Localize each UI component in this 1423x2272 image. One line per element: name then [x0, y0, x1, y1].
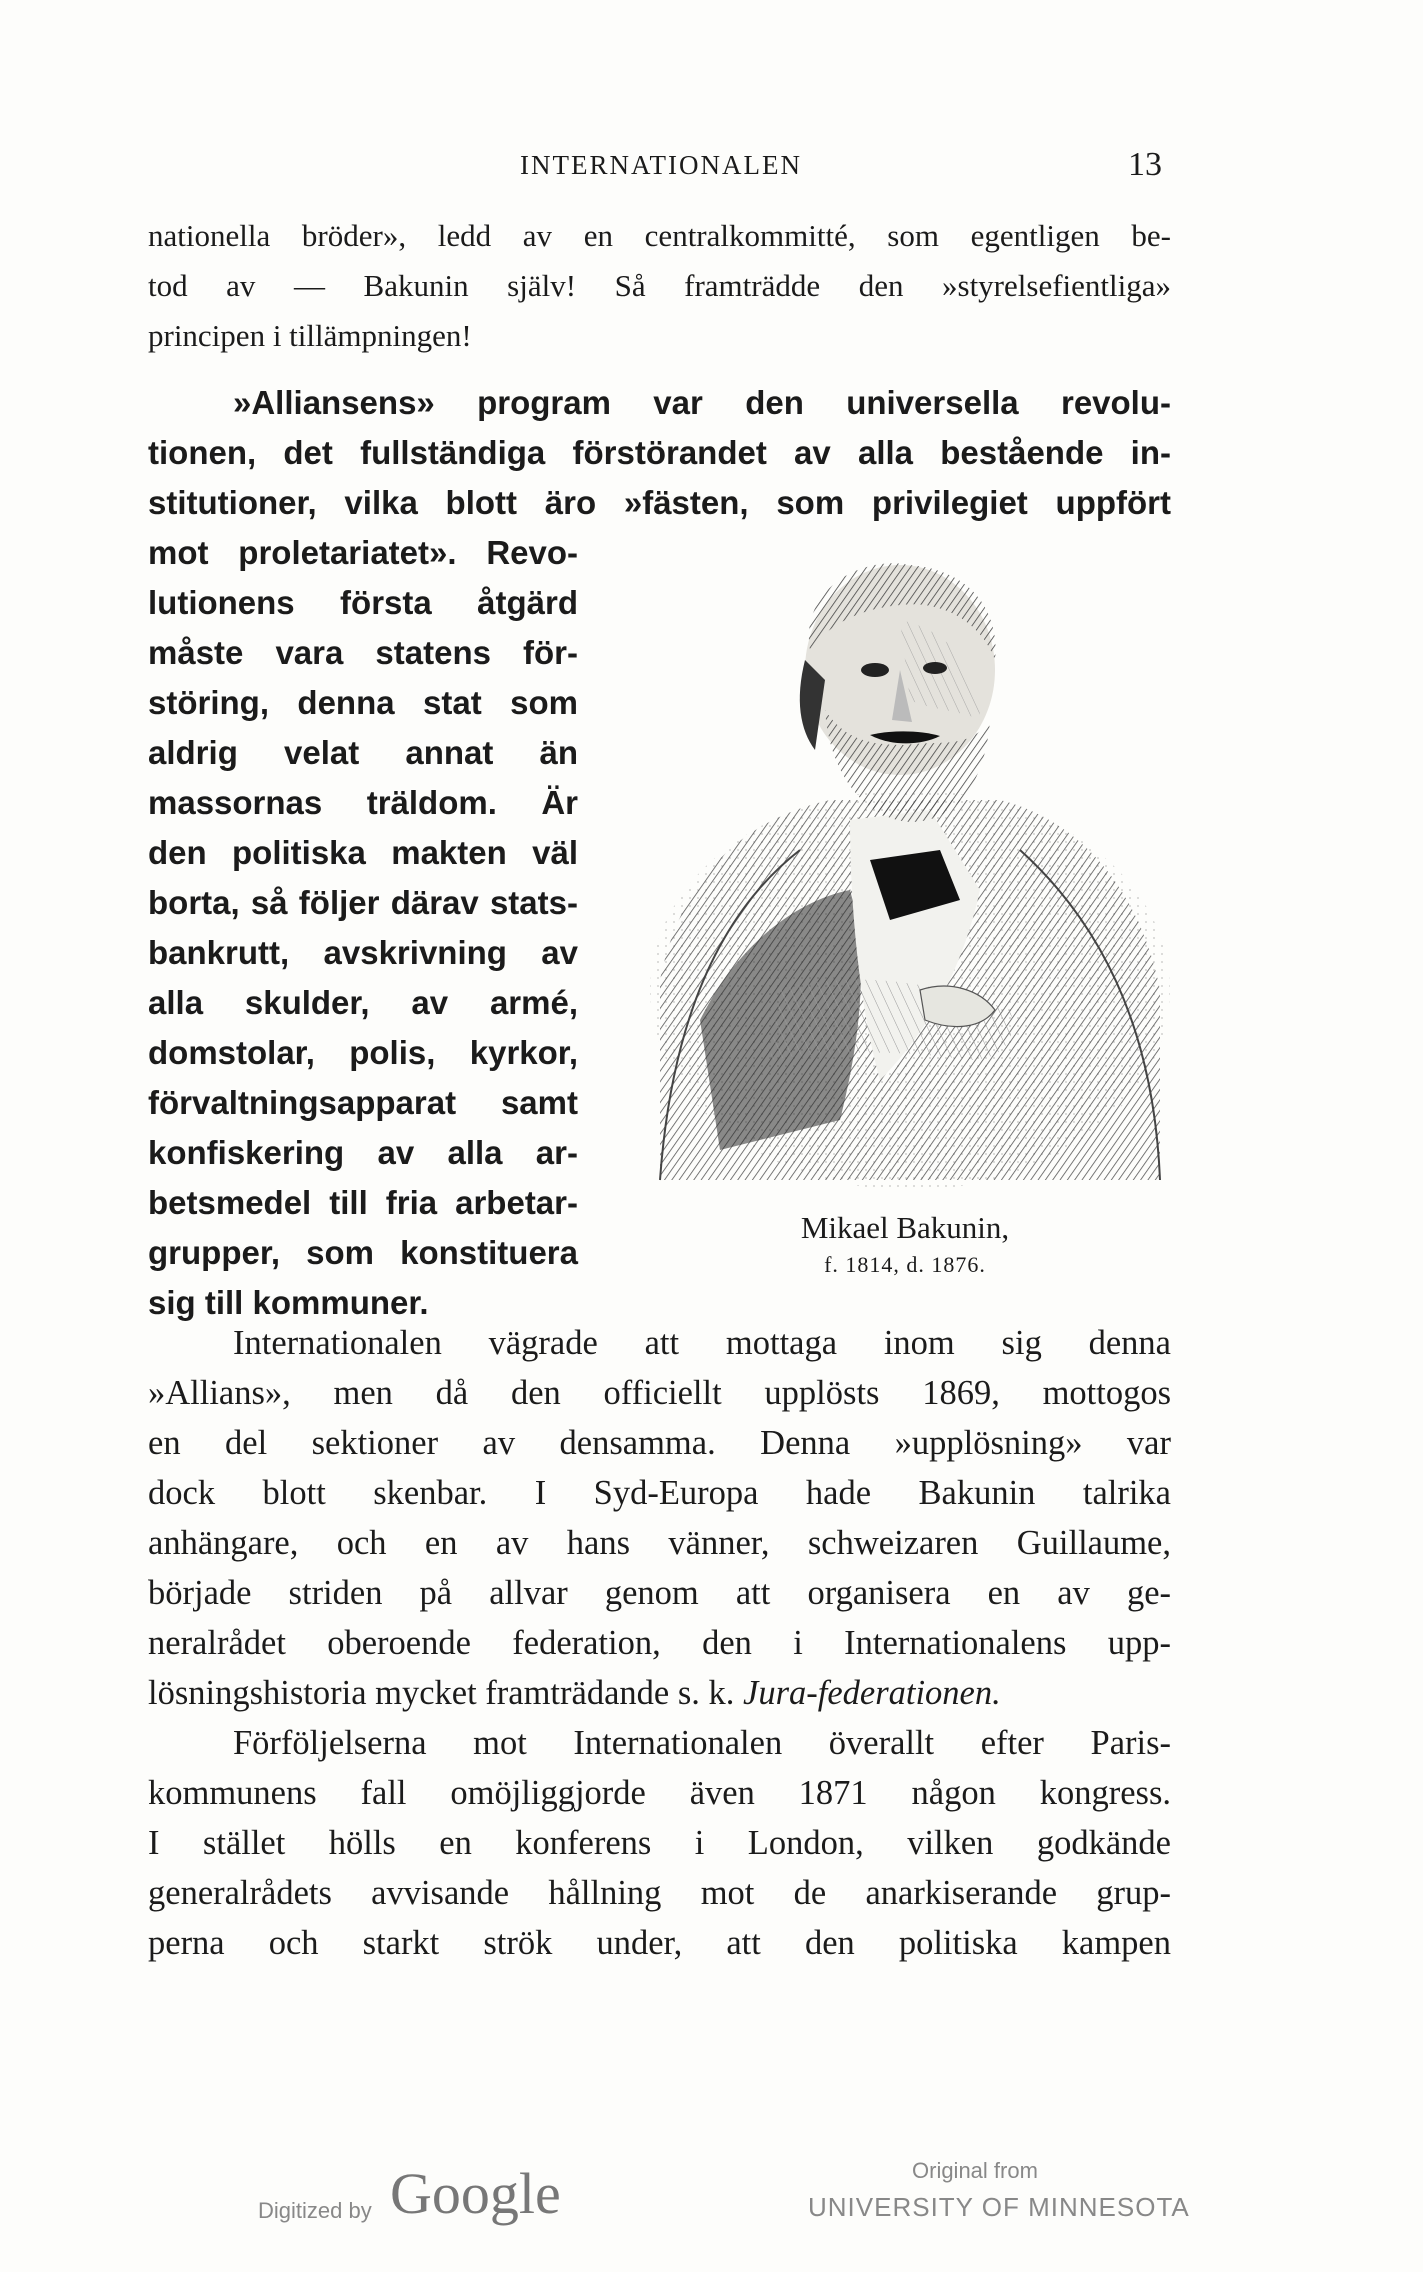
text-line: betsmedel till fria arbetar- — [148, 1184, 578, 1221]
text-line: konfiskering av alla ar- — [148, 1134, 578, 1171]
paragraph-4 — [148, 1718, 1171, 1968]
text-line: I stället hölls en konferens i London, vilken godkände — [148, 1824, 1171, 1862]
text-line: tod av — Bakunin själv! Så framträdde den »styrelsefientliga» — [148, 268, 1171, 303]
text-line — [148, 1668, 1171, 1718]
text-line: bankrutt, avskrivning av — [148, 934, 578, 971]
text-line: började striden på allvar genom att organisera en av ge- — [148, 1574, 1171, 1612]
scan-footer — [0, 2130, 1423, 2250]
text-line: dock blott skenbar. I Syd-Europa hade Bakunin talrika — [148, 1474, 1171, 1512]
text-line: principen i tillämpningen! — [148, 318, 472, 353]
text-line: perna och starkt strök under, att den politiska kampen — [148, 1924, 1171, 1962]
university-label: UNIVERSITY OF MINNESOTA — [808, 2192, 1190, 2222]
text-line: borta, så följer därav stats- — [148, 884, 578, 921]
text-line: aldrig velat annat än — [148, 734, 578, 771]
text-line: lutionens första åtgärd — [148, 584, 578, 621]
text-line: stitutioner, vilka blott äro »fästen, som privilegiet uppfört — [148, 484, 1171, 521]
text-line: grupper, som konstituera — [148, 1234, 578, 1271]
italic-term: Jura-federationen. — [743, 1674, 1001, 1712]
running-title: INTERNATIONALEN — [520, 150, 802, 180]
text-line: förvaltningsapparat samt — [148, 1084, 578, 1121]
text-line: domstolar, polis, kyrkor, — [148, 1034, 578, 1071]
text-line: massornas träldom. Är — [148, 784, 578, 821]
text-line: måste vara statens för- — [148, 634, 578, 671]
page-number: 13 — [1128, 146, 1162, 183]
figure-caption — [770, 1210, 1040, 1278]
text-line: neralrådet oberoende federation, den i Internationalens upp- — [148, 1624, 1171, 1662]
original-from-label: Original from — [912, 2158, 1038, 2183]
text-line: en del sektioner av densamma. Denna »upplösning» var — [148, 1424, 1171, 1462]
text-line: den politiska makten väl — [148, 834, 578, 871]
text-fragment: lösningshistoria mycket framträdande s. k. — [148, 1674, 743, 1712]
caption-name: Mikael Bakunin, — [800, 1210, 1010, 1245]
text-line: »Alliansens» program var den universella revolu- — [233, 384, 1171, 421]
digitized-by-label: Digitized by — [258, 2198, 372, 2223]
text-line: »Allians», men då den officiellt upplösts 1869, mottogos — [148, 1374, 1171, 1412]
text-line: nationella bröder», ledd av en centralkommitté, som egentligen be- — [148, 218, 1171, 253]
text-line: Internationalen vägrade att mottaga inom sig denna — [233, 1324, 1171, 1362]
text-line: alla skulder, av armé, — [148, 984, 578, 1021]
text-line: kommunens fall omöjliggjorde även 1871 någon kongress. — [148, 1774, 1171, 1812]
caption-dates: f. 1814, d. 1876. — [824, 1252, 986, 1277]
text-line: anhängare, och en av hans vänner, schweizaren Guillaume, — [148, 1524, 1171, 1562]
running-header — [0, 146, 1423, 190]
portrait-engraving — [600, 560, 1200, 1200]
text-line: generalrådets avvisande hållning mot de anarkiserande grup- — [148, 1874, 1171, 1912]
paragraph-3 — [148, 1318, 1171, 1718]
paragraph-1 — [148, 212, 1171, 362]
text-line: sig till kommuner. — [148, 1284, 429, 1321]
text-line: mot proletariatet». Revo- — [148, 534, 578, 571]
text-line: Förföljelserna mot Internationalen överallt efter Paris- — [233, 1724, 1171, 1762]
text-line: tionen, det fullständiga förstörandet av alla bestående in- — [148, 434, 1171, 471]
google-logo: Google — [390, 2161, 561, 2226]
text-line: störing, denna stat som — [148, 684, 578, 721]
